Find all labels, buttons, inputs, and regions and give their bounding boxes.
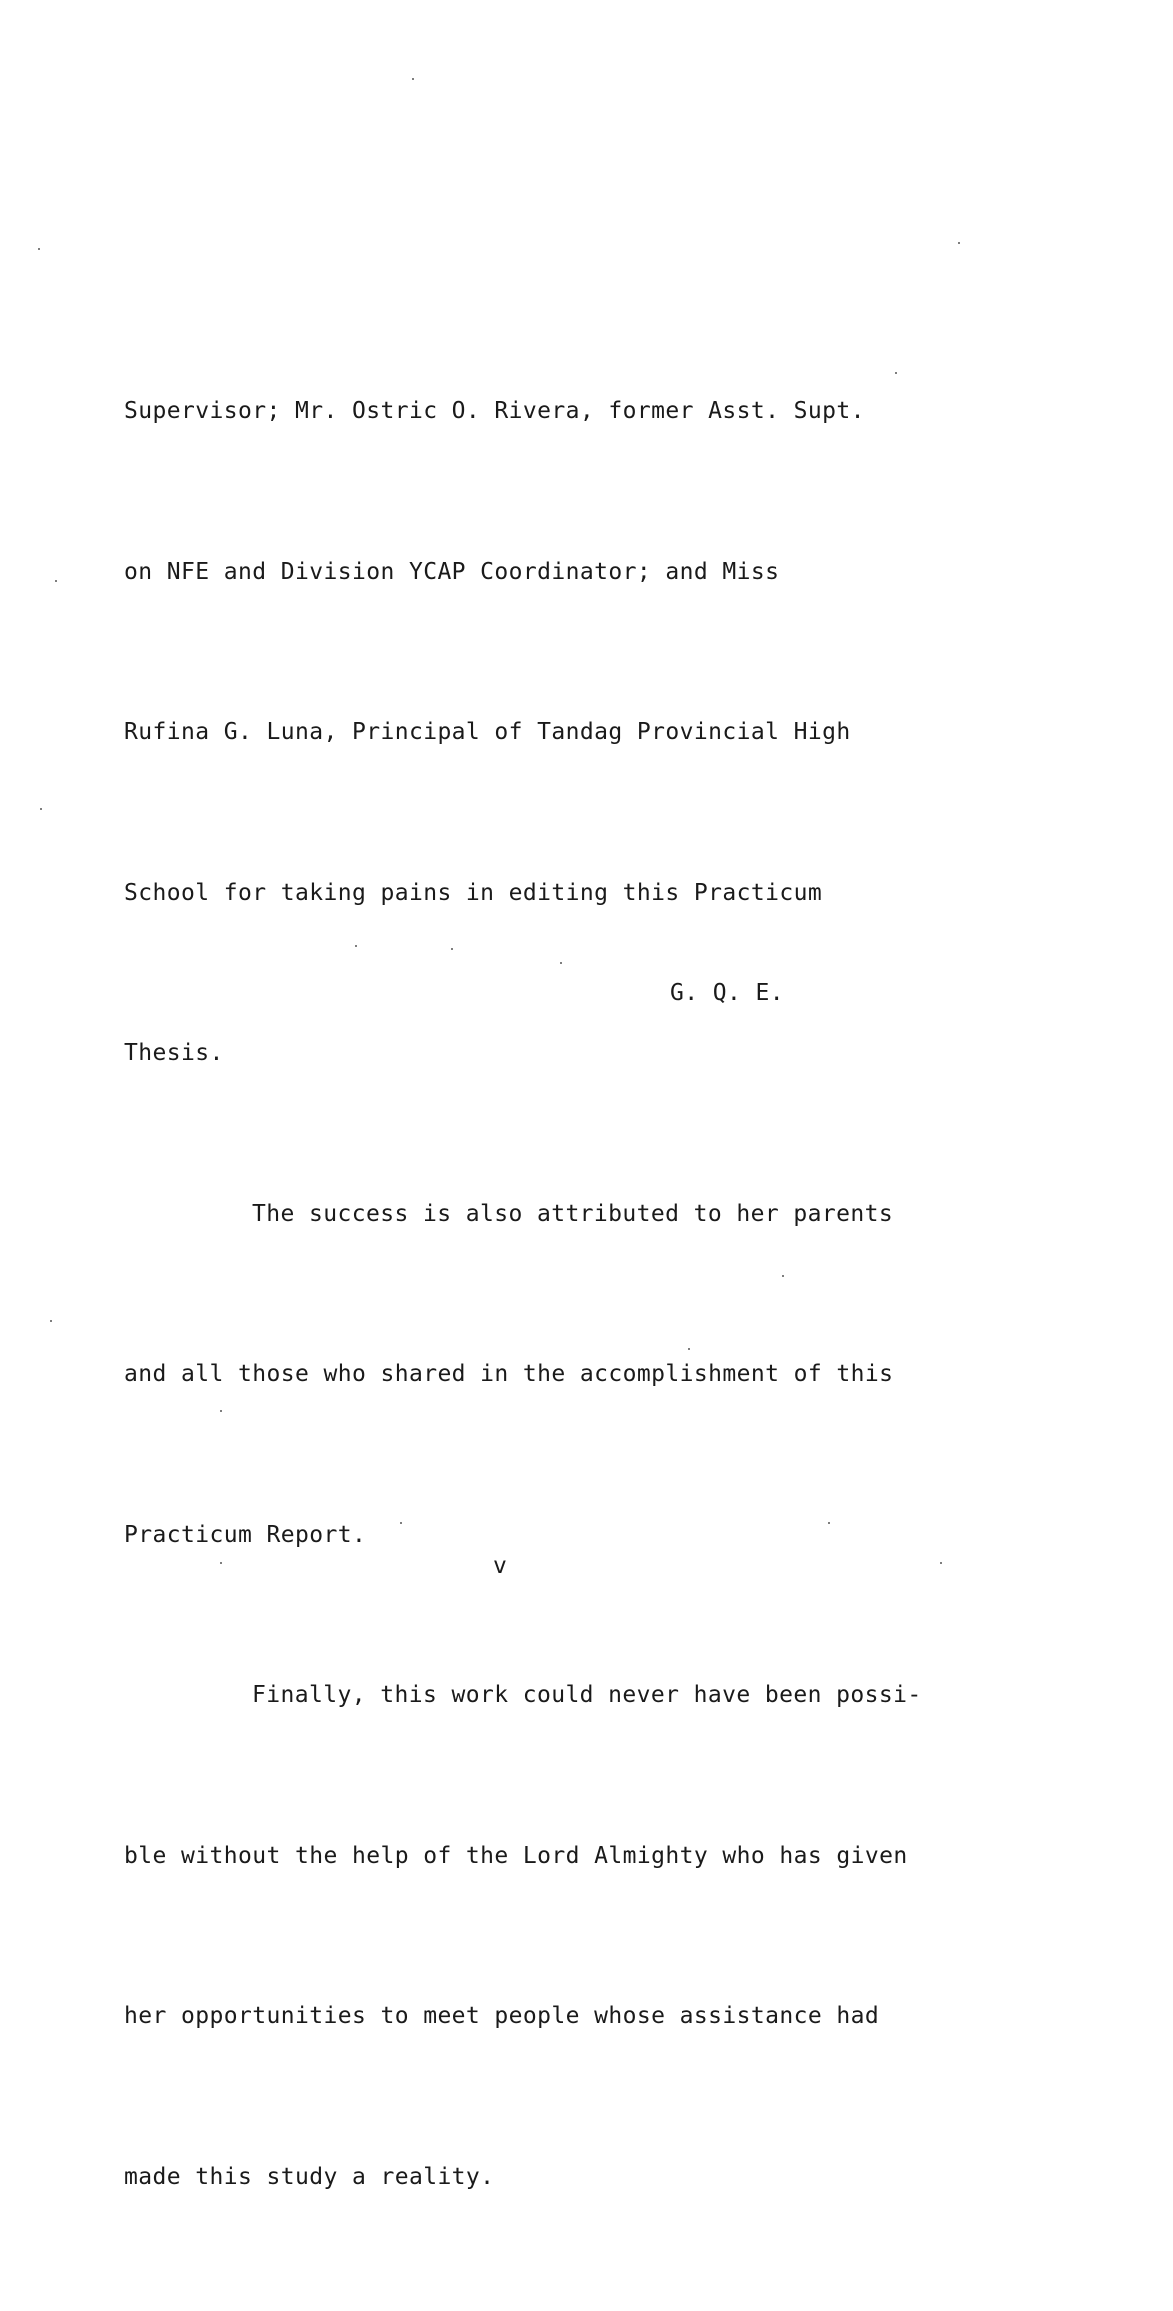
scan-speck — [895, 372, 897, 374]
scan-speck — [940, 1562, 942, 1564]
scan-speck — [560, 962, 562, 964]
scan-speck — [451, 948, 453, 950]
scan-speck — [412, 78, 414, 80]
body-line-indented: The success is also attributed to her parents — [252, 1200, 894, 1227]
scan-speck — [55, 580, 57, 582]
body-line: ble without the help of the Lord Almighty who has given — [124, 1842, 908, 1869]
body-line: Supervisor; Mr. Ostric O. Rivera, former Asst. Supt. — [124, 398, 865, 424]
body-line: her opportunities to meet people whose assistance had — [124, 2003, 880, 2029]
body-line-indented: Finally, this work could never have been possi- — [252, 1682, 922, 1708]
body-line: School for taking pains in editing this Practicum — [124, 879, 823, 906]
scan-speck — [220, 1410, 222, 1412]
scan-speck — [38, 248, 40, 250]
scan-speck — [782, 1275, 784, 1277]
body-line: Thesis. — [124, 1040, 224, 1066]
body-line: and all those who shared in the accomplishment of this — [124, 1361, 894, 1387]
scan-speck — [828, 1522, 830, 1524]
scan-speck — [355, 945, 357, 947]
body-line: Rufina G. Luna, Principal of Tandag Provincial High — [124, 719, 851, 745]
body-line: made this study a reality. — [124, 2163, 495, 2190]
scan-speck — [40, 808, 42, 810]
scan-speck — [400, 1522, 402, 1524]
scan-speck — [220, 1562, 222, 1564]
body-line: Practicum Report. — [124, 1521, 367, 1548]
page-number: v — [493, 1553, 507, 1579]
acknowledgment-body — [124, 278, 1064, 2311]
scan-speck — [50, 1320, 52, 1322]
author-initials: G. Q. E. — [670, 980, 784, 1006]
body-line: on NFE and Division YCAP Coordinator; and Miss — [124, 558, 780, 585]
scan-speck — [958, 242, 960, 244]
scan-speck — [688, 1348, 690, 1350]
